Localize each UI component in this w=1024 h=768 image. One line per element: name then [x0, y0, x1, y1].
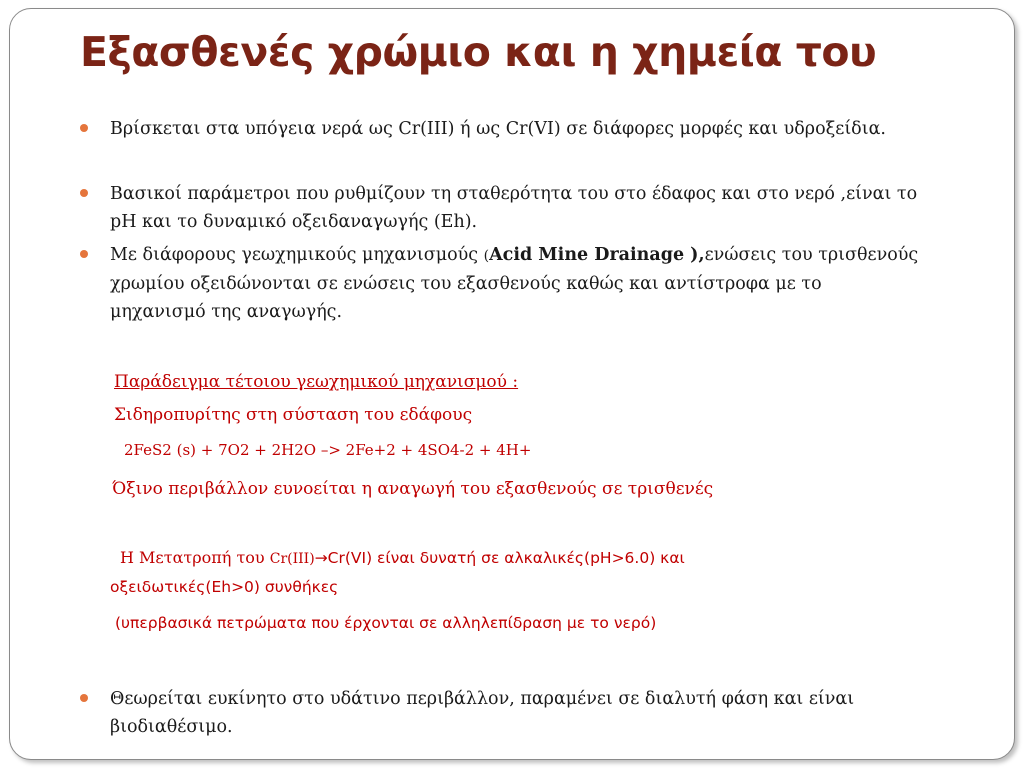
bullet-text: Βρίσκεται στα υπόγεια νερά ως Cr(III) ή ως Cr(VI) σε διάφορες μορφές και υδροξείδια. — [110, 119, 886, 139]
bullet-text-after: ενώσεις του τρισθενούς χρωμίου οξειδώνονται σε ενώσεις του εξασθενούς καθώς και αντίστροφα με το μηχανισμό της αναγωγής. — [110, 245, 919, 322]
conversion-rest: →Cr(VI) είναι δυνατή σε αλκαλικές(pH>6.0) και — [314, 549, 685, 567]
conversion-line-1 — [120, 548, 685, 567]
bullet-text — [110, 241, 920, 326]
bullet-bold-acid-mine-drainage: Acid Mine Drainage ), — [489, 245, 705, 265]
bullet-dot — [80, 189, 88, 197]
bullet-dot — [80, 250, 88, 258]
bullet-item — [80, 180, 920, 236]
example-mineral: Σιδηροπυρίτης στη σύσταση του εδάφους — [114, 405, 473, 425]
acidic-environment-note: Όξινο περιβάλλον ευνοείται η αναγωγή του εξασθενούς σε τρισθενές — [112, 479, 714, 499]
slide-title: Εξασθενές χρώμιο και η χημεία του — [80, 28, 877, 76]
conversion-prefix: Η Μετατροπή του — [120, 548, 270, 567]
bullet-paren: ( — [483, 248, 490, 264]
bullet-item — [80, 115, 920, 143]
bullet-item — [80, 241, 920, 326]
conversion-line-2: οξειδωτικές(Eh>0) συνθήκες — [110, 578, 339, 596]
example-heading: Παράδειγμα τέτοιου γεωχημικού μηχανισμού : — [114, 372, 519, 392]
conversion-cr3: Cr(III) — [269, 551, 315, 567]
bullet-text: Θεωρείται ευκίνητο στο υδάτινο περιβάλλον, παραμένει σε διαλυτή φάση και είναι βιοδιαθέσιμο. — [110, 689, 855, 737]
bullet-dot — [80, 124, 88, 132]
bullet-text: Βασικοί παράμετροι που ρυθμίζουν τη σταθερότητα του στο έδαφος και στο νερό ,είναι το pH και το δυναμικό οξειδαναγωγής (Eh). — [110, 184, 918, 232]
bullet-item — [80, 685, 920, 741]
bullet-text-before: Με διάφορους γεωχημικούς μηχανισμούς — [110, 245, 484, 265]
reaction-equation: 2FeS2 (s) + 7O2 + 2H2O –> 2Fe+2 + 4SO4-2 + 4H+ — [124, 441, 532, 459]
ultrabasic-rocks-note: (υπερβασικά πετρώματα που έρχονται σε αλληλεπίδραση με το νερό) — [115, 614, 657, 632]
bullet-dot — [80, 694, 88, 702]
